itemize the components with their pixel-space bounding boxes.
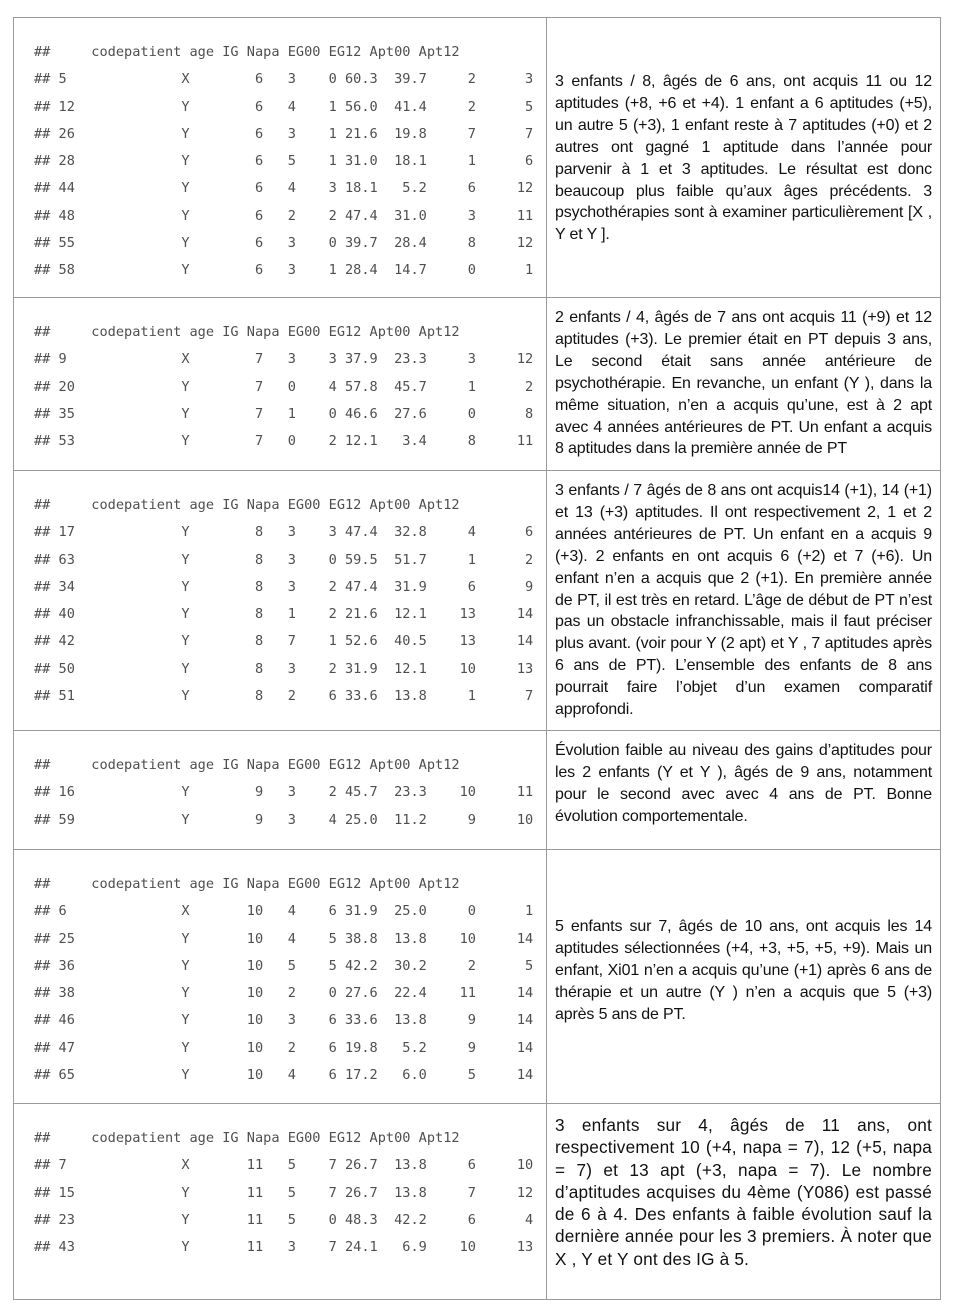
table-row: ## 16 Y 9 3 2 45.7 23.3 10 11 xyxy=(34,784,534,801)
table-row: ## 26 Y 6 3 1 21.6 19.8 7 7 xyxy=(34,125,534,142)
table-row: ## 9 X 7 3 3 37.9 23.3 3 12 xyxy=(34,351,534,368)
table-row: ## 20 Y 7 0 4 57.8 45.7 1 2 xyxy=(34,378,534,395)
column-header: ## codepatient age IG Napa EG00 EG12 Apt00 Apt12 xyxy=(34,324,460,340)
r-output xyxy=(14,298,546,455)
r-output xyxy=(14,850,546,1089)
table-row: ## 23 Y 11 5 0 48.3 42.2 6 4 xyxy=(34,1211,534,1228)
table-row: ## 47 Y 10 2 6 19.8 5.2 9 14 xyxy=(34,1039,534,1056)
table-row: ## 17 Y 8 3 3 47.4 32.8 4 6 xyxy=(34,524,534,541)
comment-text: 2 enfants / 4, âgés de 7 ans ont acquis 11 (+9) et 12 aptitudes (+3). Le premier était en PT depuis 3 ans, Le second était sans année antérieure de psychothérapie. En revanche, un enfant (Y ), dans la même situation, n’en a acquis qu’une, est à 2 apt avec 4 années antérieures de PT. Un enfant a acquis 8 aptitudes dans la première année de PT xyxy=(555,309,932,458)
table-row: ## 65 Y 10 4 6 17.2 6.0 5 14 xyxy=(34,1067,534,1084)
document-table xyxy=(13,17,941,1300)
r-output xyxy=(14,1104,546,1261)
data-cell xyxy=(14,18,547,298)
table-row: ## 5 X 6 3 0 60.3 39.7 2 3 xyxy=(34,71,534,88)
column-header: ## codepatient age IG Napa EG00 EG12 Apt00 Apt12 xyxy=(34,757,460,773)
table-row: ## 44 Y 6 4 3 18.1 5.2 6 12 xyxy=(34,180,534,197)
table-row: ## 48 Y 6 2 2 47.4 31.0 3 11 xyxy=(34,207,534,224)
table-row: ## 42 Y 8 7 1 52.6 40.5 13 14 xyxy=(34,633,534,650)
r-output xyxy=(14,731,546,834)
comment-text: 3 enfants / 7 âgés de 8 ans ont acquis14 (+1), 14 (+1) et 13 (+3) aptitudes. Il ont respectivement 2, 1 et 2 années antérieures de PT. Un enfant en a acquis 9 (+3). 2 enfants en ont acquis 6 (+2) et 7 (+6). Un enfant n’en a acquis que 2 (+1). En première année de PT, il est très en retard. L’âge de début de PT n’est pas un obstacle infranchissable, mais il faut préciser plus avant. (voir pour Y (2 apt) et Y , 7 aptitudes après 6 ans de PT). L’ensemble des enfants de 8 ans pourrait faire l’objet d’un examen comparatif approfondi. xyxy=(555,482,932,719)
data-cell xyxy=(14,1104,547,1300)
column-header: ## codepatient age IG Napa EG00 EG12 Apt00 Apt12 xyxy=(34,1130,460,1146)
section-age-8 xyxy=(14,471,941,731)
table-row: ## 7 X 11 5 7 26.7 13.8 6 10 xyxy=(34,1157,534,1174)
column-header: ## codepatient age IG Napa EG00 EG12 Apt00 Apt12 xyxy=(34,876,460,892)
table-row: ## 35 Y 7 1 0 46.6 27.6 0 8 xyxy=(34,405,534,422)
r-output xyxy=(14,471,546,710)
table-row: ## 46 Y 10 3 6 33.6 13.8 9 14 xyxy=(34,1012,534,1029)
table-row: ## 43 Y 11 3 7 24.1 6.9 10 13 xyxy=(34,1239,534,1256)
table-row: ## 40 Y 8 1 2 21.6 12.1 13 14 xyxy=(34,606,534,623)
table-row: ## 58 Y 6 3 1 28.4 14.7 0 1 xyxy=(34,262,534,279)
section-age-10 xyxy=(14,850,941,1104)
comment-cell xyxy=(547,298,941,471)
data-cell xyxy=(14,731,547,850)
comment-cell xyxy=(547,731,941,850)
data-cell xyxy=(14,850,547,1104)
table-row: ## 15 Y 11 5 7 26.7 13.8 7 12 xyxy=(34,1184,534,1201)
table-row: ## 55 Y 6 3 0 39.7 28.4 8 12 xyxy=(34,235,534,252)
table-row: ## 28 Y 6 5 1 31.0 18.1 1 6 xyxy=(34,153,534,170)
table-row: ## 50 Y 8 3 2 31.9 12.1 10 13 xyxy=(34,660,534,677)
table-row: ## 53 Y 7 0 2 12.1 3.4 8 11 xyxy=(34,433,534,450)
section-age-7 xyxy=(14,298,941,471)
column-header: ## codepatient age IG Napa EG00 EG12 Apt00 Apt12 xyxy=(34,497,460,513)
comment-cell xyxy=(547,18,941,298)
section-age-6 xyxy=(14,18,941,298)
section-age-9 xyxy=(14,731,941,850)
table-row: ## 63 Y 8 3 0 59.5 51.7 1 2 xyxy=(34,551,534,568)
table-row: ## 36 Y 10 5 5 42.2 30.2 2 5 xyxy=(34,957,534,974)
comment-text: 3 enfants / 8, âgés de 6 ans, ont acquis 11 ou 12 aptitudes (+8, +6 et +4). 1 enfant a 6 aptitudes (+5), un autre 5 (+3), 1 enfant reste à 7 aptitudes (+0) et 2 autres ont gagné 1 aptitude dans l’année pour parvenir à 1 et 3 aptitudes. Le résultat est donc beaucoup plus faible qu’aux âges précédents. 3 psychothérapies sont à examiner particulièrement [X , Y et Y ]. xyxy=(555,73,932,244)
section-age-11 xyxy=(14,1104,941,1300)
table-row: ## 6 X 10 4 6 31.9 25.0 0 1 xyxy=(34,903,534,920)
column-header: ## codepatient age IG Napa EG00 EG12 Apt00 Apt12 xyxy=(34,44,460,60)
comment-cell xyxy=(547,850,941,1104)
r-output xyxy=(14,18,546,285)
data-cell xyxy=(14,471,547,731)
table-row: ## 38 Y 10 2 0 27.6 22.4 11 14 xyxy=(34,985,534,1002)
comment-cell xyxy=(547,1104,941,1300)
table-row: ## 59 Y 9 3 4 25.0 11.2 9 10 xyxy=(34,811,534,828)
table-row: ## 25 Y 10 4 5 38.8 13.8 10 14 xyxy=(34,930,534,947)
comment-text: 3 enfants sur 4, âgés de 11 ans, ont respectivement 10 (+4, napa = 7), 12 (+5, napa = 7) et 13 apt (+3, napa = 7). Le nombre d’aptitudes acquises du 4ème (Y086) est passé de 6 à 4. Des enfants à faible évolution sauf la dernière année pour les 3 premiers. À noter que X , Y et Y ont des IG à 5. xyxy=(555,1115,932,1269)
data-cell xyxy=(14,298,547,471)
table-row: ## 51 Y 8 2 6 33.6 13.8 1 7 xyxy=(34,688,534,705)
table-row: ## 34 Y 8 3 2 47.4 31.9 6 9 xyxy=(34,578,534,595)
comment-text: Évolution faible au niveau des gains d’aptitudes pour les 2 enfants (Y et Y ), âgés de 9 ans, notamment pour le second avec avec 4 ans de PT. Bonne évolution comportementale. xyxy=(555,742,932,825)
comment-text: 5 enfants sur 7, âgés de 10 ans, ont acquis les 14 aptitudes sélectionnées (+4, +3, +5, +5, +9). Mais un enfant, Xi01 n’en a acquis qu’une (+1) après 6 ans de thérapie et un autre (Y ) n’en a acquis que 5 (+3) après 5 ans de PT. xyxy=(555,918,932,1023)
comment-cell xyxy=(547,471,941,731)
table-row: ## 12 Y 6 4 1 56.0 41.4 2 5 xyxy=(34,98,534,115)
